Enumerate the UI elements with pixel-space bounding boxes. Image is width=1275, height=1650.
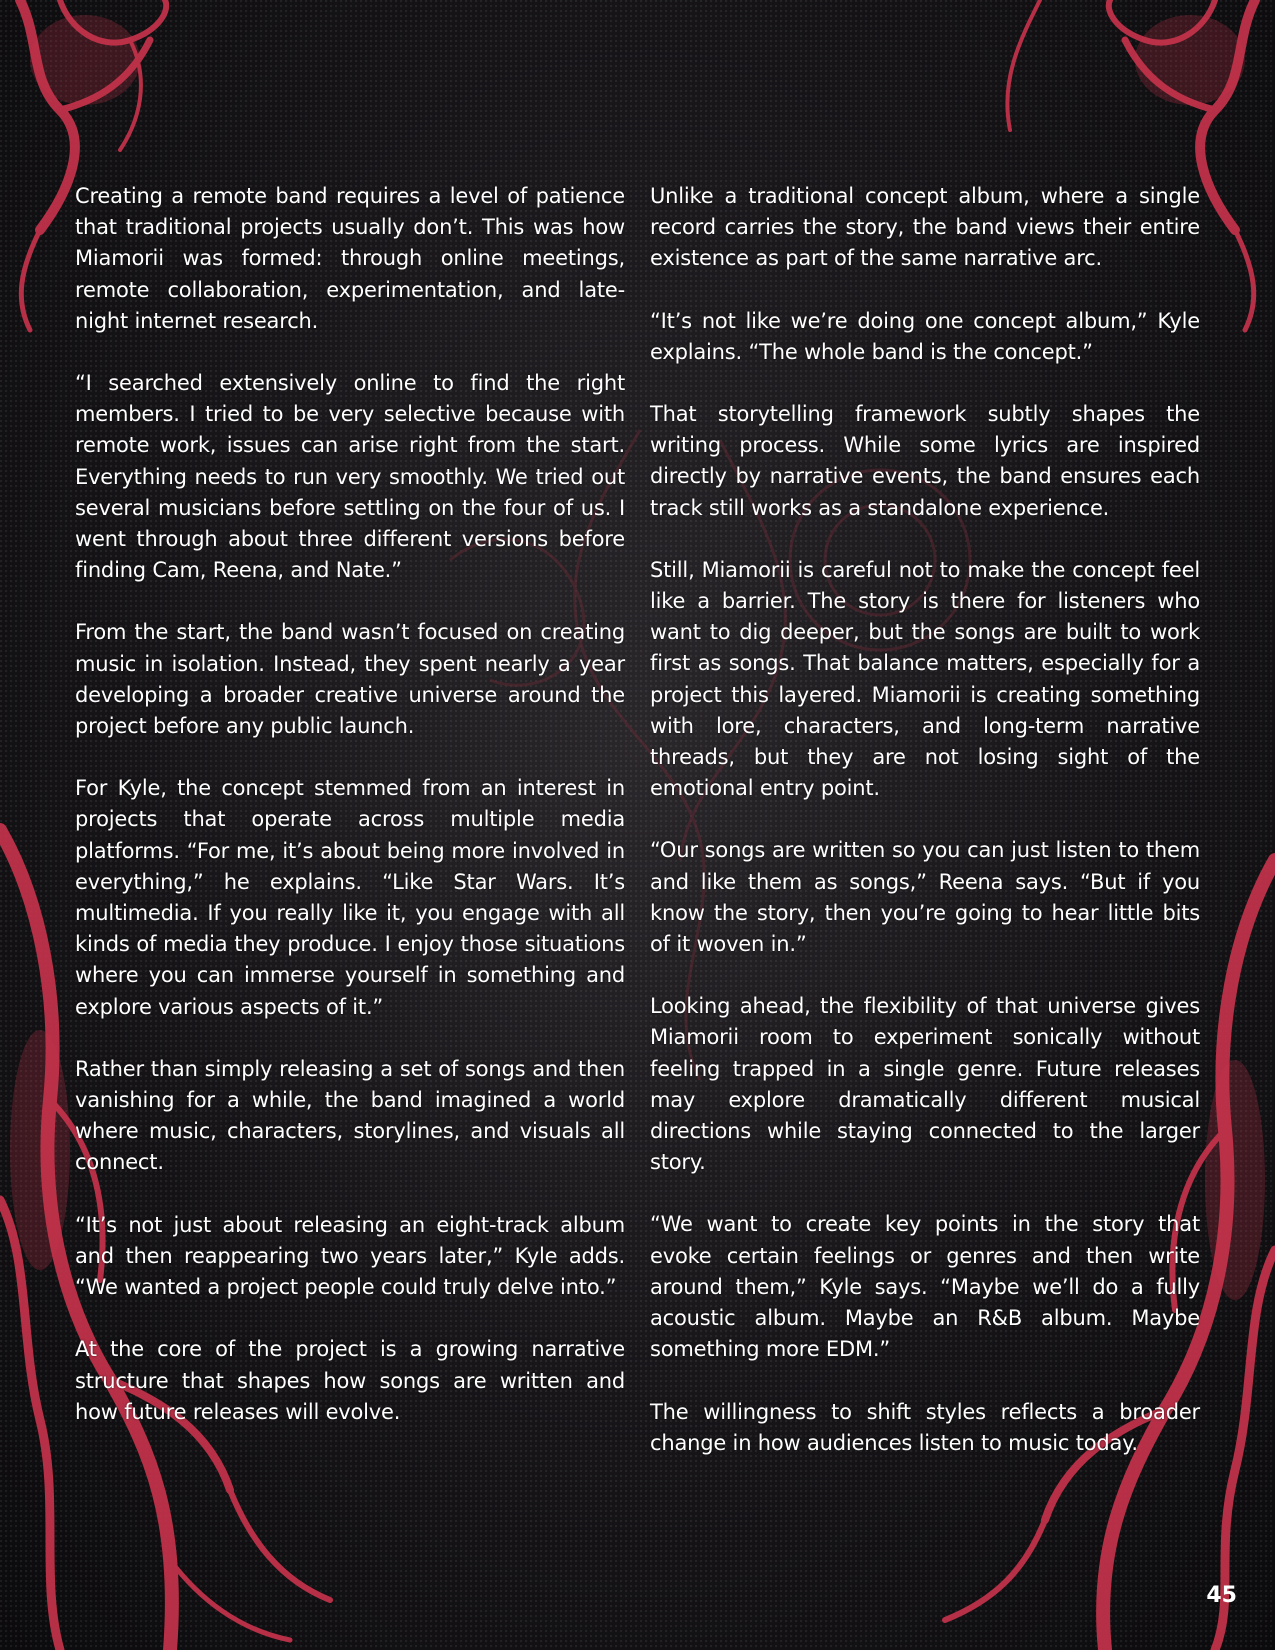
paragraph: That storytelling framework subtly shapes the writing process. While some lyrics are inspired directly by narrative events, the band ensures each track still works as a standalone experience.: [650, 402, 1200, 520]
article-left-column: [75, 181, 625, 1459]
paragraph: “It’s not just about releasing an eight-track album and then reappearing two years later,” Kyle adds. “We wanted a project people could truly delve into.”: [75, 1212, 625, 1300]
page-number: 45: [1206, 1583, 1237, 1608]
paragraph: “We want to create key points in the story that evoke certain feelings or genres and then write around them,” Kyle says. “Maybe we’ll do a fully acoustic album. Maybe an R&B album. Maybe something more EDM.”: [650, 1212, 1200, 1362]
paragraph: “I searched extensively online to find the right members. I tried to be very selective because with remote work, issues can arise right from the start. Everything needs to run very smoothly. We tried out several musicians before settling on the four of us. I went through about three different versions before finding Cam, Reena, and Nate.”: [75, 371, 625, 583]
paragraph: Unlike a traditional concept album, where a single record carries the story, the band views their entire existence as part of the same narrative arc.: [650, 184, 1200, 271]
paragraph: For Kyle, the concept stemmed from an interest in projects that operate across multiple media platforms. “For me, it’s about being more involved in everything,” he explains. “Like Star Wars. It’s multimedia. If you really like it, you engage with all kinds of media they produce. I enjoy those situations where you can immerse yourself in something and explore various aspects of it.”: [75, 776, 625, 1019]
paragraph: Still, Miamorii is careful not to make the concept feel like a barrier. The story is there for listeners who want to dig deeper, but the songs are built to work first as songs. That balance matters, especially for a project this layered. Miamorii is creating something with lore, characters, and long-term narrative threads, but they are not losing sight of the emotional entry point.: [650, 557, 1200, 801]
paragraph: “Our songs are written so you can just listen to them and like them as songs,” Reena says. “But if you know the story, then you’re going to hear little bits of it woven in.”: [650, 838, 1200, 957]
article-right-column: [650, 181, 1200, 1490]
paragraph: The willingness to shift styles reflects a broader change in how audiences listen to music today.: [650, 1399, 1200, 1455]
paragraph: Looking ahead, the flexibility of that universe gives Miamorii room to experiment sonically without feeling trapped in a single genre. Future releases may explore dramatically different musical directions while staying connected to the larger story.: [650, 994, 1200, 1175]
paragraph: Creating a remote band requires a level of patience that traditional projects usually don’t. This was how Miamorii was formed: through online meetings, remote collaboration, experimentation, and late-night internet research.: [75, 184, 625, 333]
paragraph: “It’s not like we’re doing one concept album,” Kyle explains. “The whole band is the concept.”: [650, 308, 1200, 364]
paragraph: At the core of the project is a growing narrative structure that shapes how songs are written and how future releases will evolve.: [75, 1337, 625, 1424]
paragraph: Rather than simply releasing a set of songs and then vanishing for a while, the band imagined a world where music, characters, storylines, and visuals all connect.: [75, 1056, 625, 1175]
paragraph: From the start, the band wasn’t focused on creating music in isolation. Instead, they spent nearly a year developing a broader creative universe around the project before any public launch.: [75, 620, 625, 739]
